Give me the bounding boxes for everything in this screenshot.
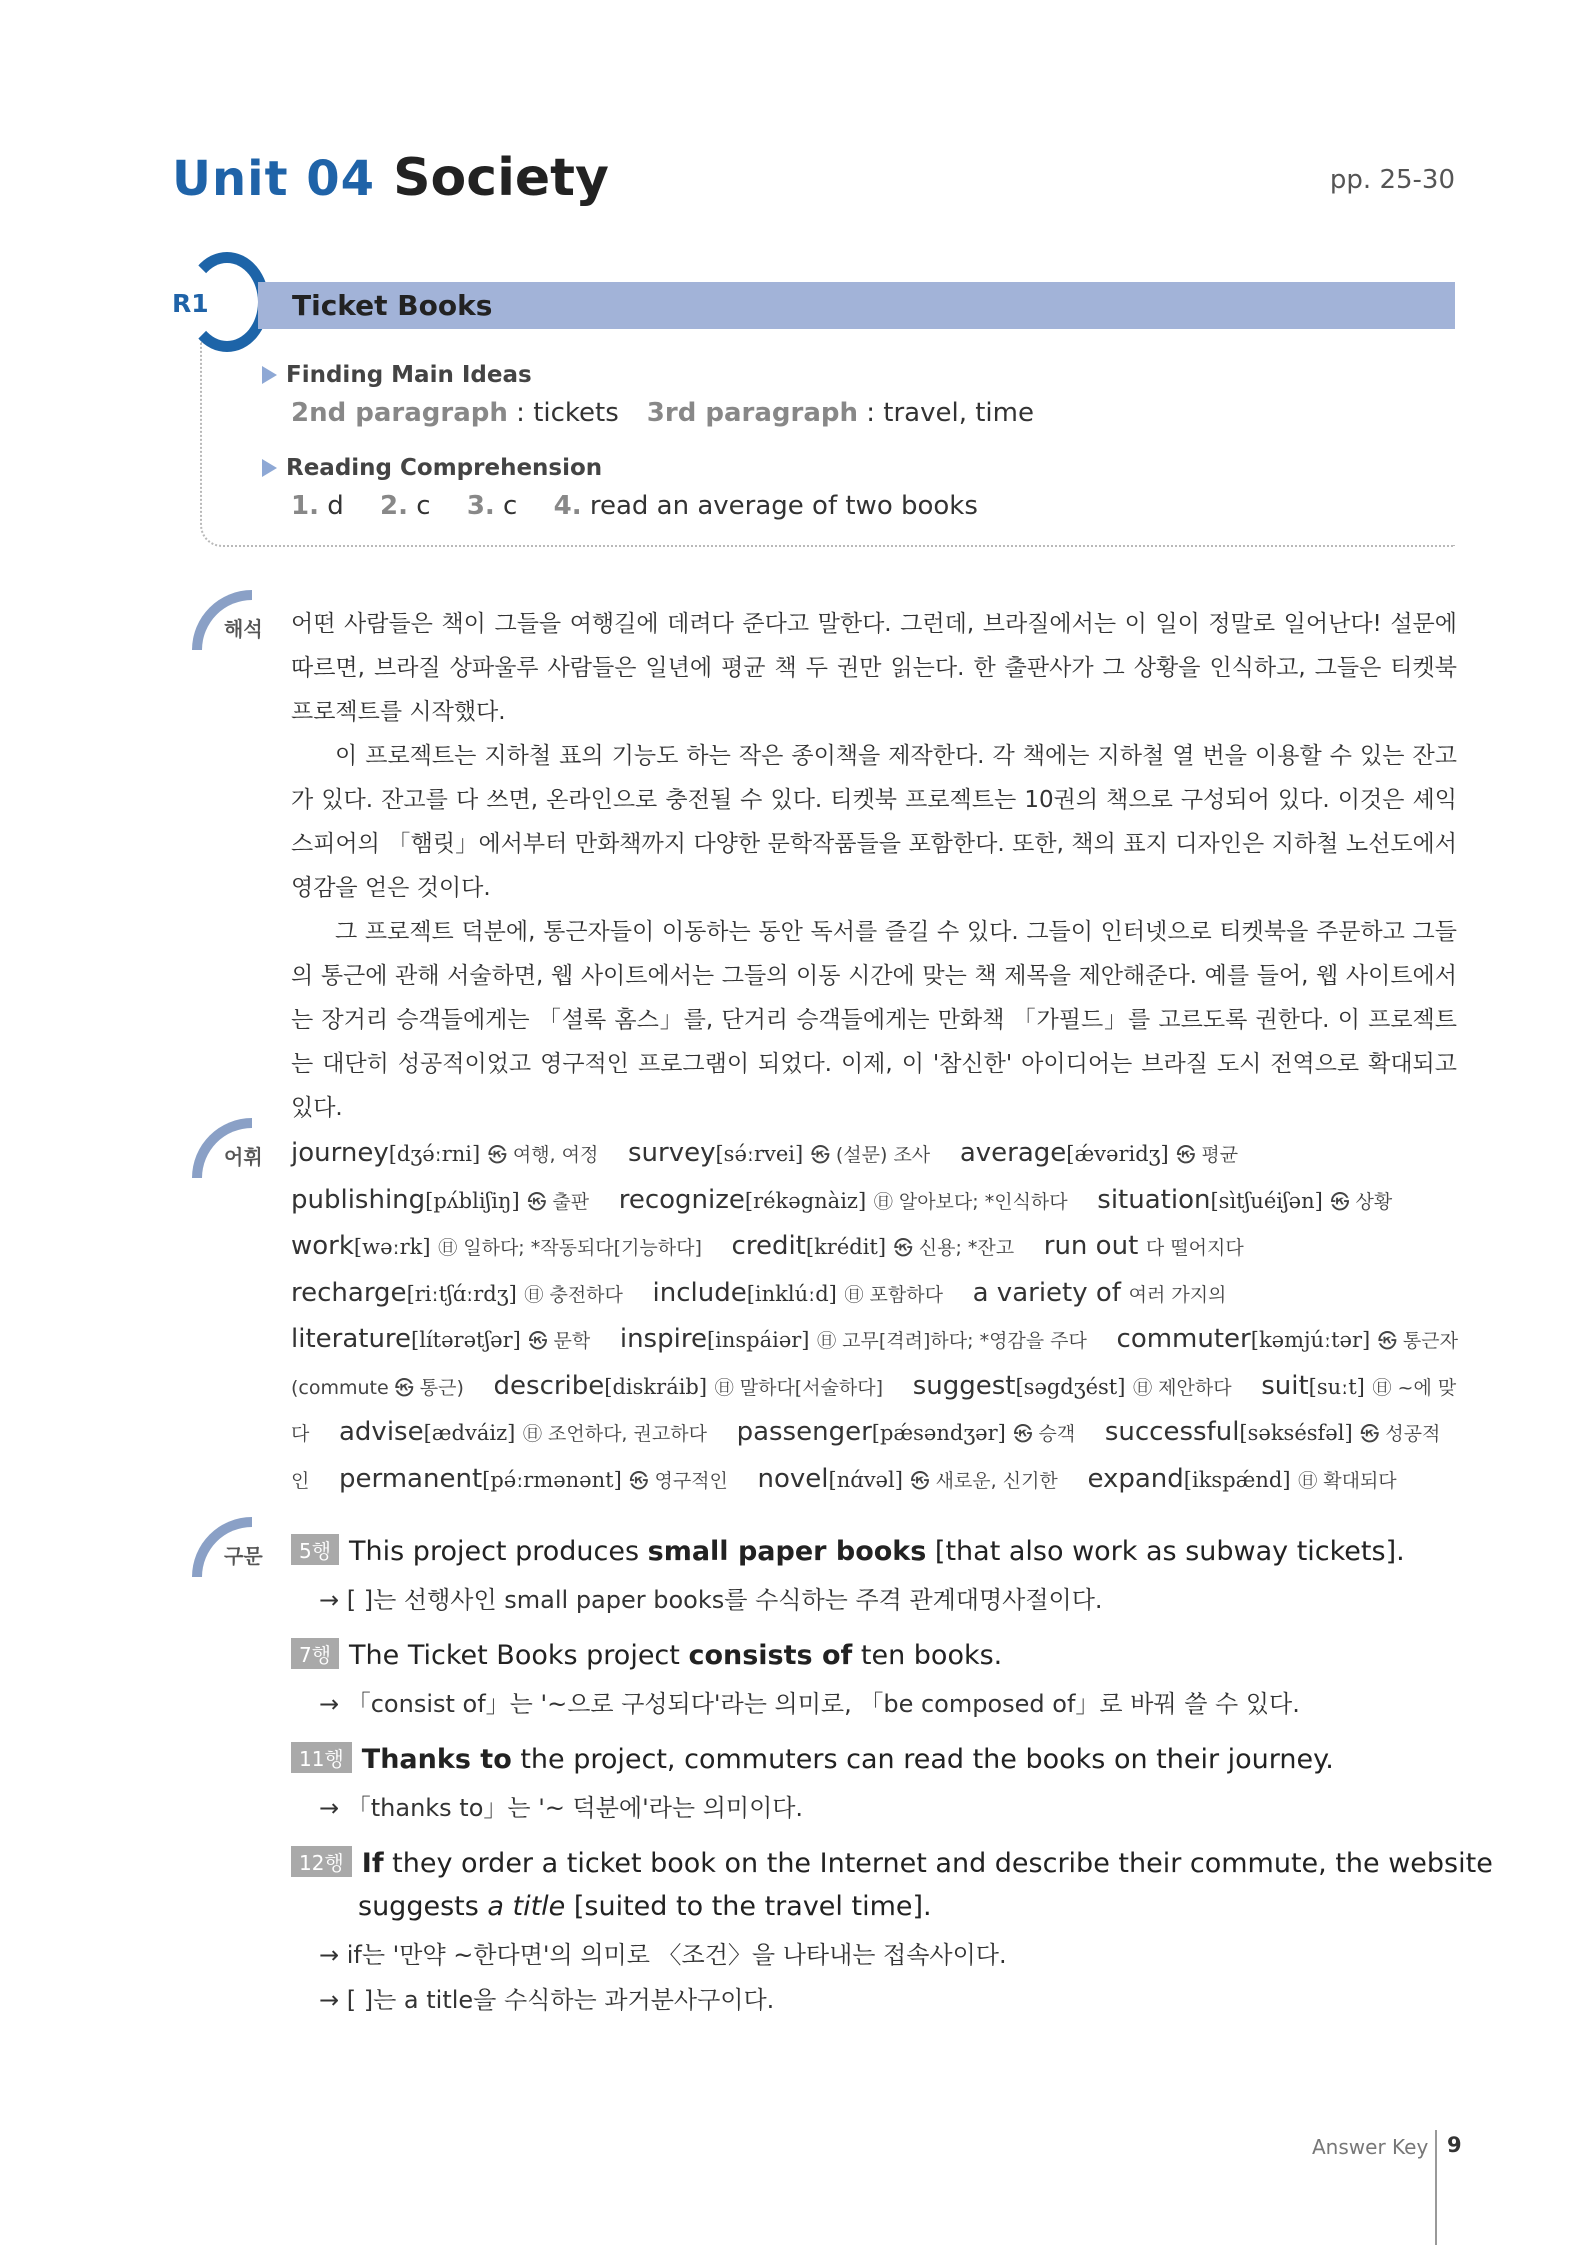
vocab-item: run out 다 떨어지다 [1043, 1231, 1244, 1261]
unit-name: Society [393, 148, 609, 208]
vocab-item: credit[krédit] ㉿ 신용; *잔고 [731, 1231, 1015, 1261]
main-ideas-heading [262, 362, 532, 388]
grammar-list [291, 1534, 1493, 2034]
answer-value: d [327, 491, 344, 521]
vocabulary-list [291, 1131, 1461, 1503]
translation-label: 해석 [224, 617, 263, 641]
grammar-note: → 「consist of」는 '~으로 구성되다'라는 의미로, 「be composed of」로 바꿔 쓸 수 있다. [319, 1690, 1300, 1718]
vocab-item: a variety of 여러 가지의 [972, 1277, 1227, 1308]
vocabulary-label: 어휘 [224, 1145, 263, 1169]
vocab-item: situation[sìtʃuéiʃən] ㉿ 상황 [1097, 1184, 1393, 1215]
vocab-item: advise[ædváiz] ㊐ 조언하다, 권고하다 [339, 1417, 707, 1447]
vocab-item: novel[nɑ́vəl] ㉿ 새로운, 신기한 [757, 1463, 1058, 1494]
vocab-item: describe[diskráib] ㊐ 말하다[서술하다] [493, 1370, 884, 1401]
main-ideas-heading-text: Finding Main Ideas [286, 362, 532, 388]
grammar-note: → [ ]는 a title을 수식하는 과거분사구이다. [319, 1986, 775, 2014]
grammar-sentence-continued: suggests a title [suited to the travel time]. [358, 1891, 932, 1922]
vocab-item: expand[ikspǽnd] ㊐ 확대되다 [1087, 1463, 1397, 1494]
line-tag: 11행 [291, 1742, 352, 1773]
main-ideas-answers [291, 398, 1034, 428]
vocab-item: literature[lítərətʃər] ㉿ 문학 [291, 1324, 591, 1354]
vocab-item: average[ǽvəridʒ] ㉿ 평균 [959, 1138, 1239, 1168]
vocab-item: successful[səksésfəl] ㉿ 성공적인 [291, 1417, 1441, 1492]
grammar-note: → 「thanks to」는 '~ 덕분에'라는 의미이다. [319, 1794, 804, 1822]
page-range: pp. 25-30 [1329, 165, 1455, 195]
vocab-item: inspire[inspáiər] ㊐ 고무[격려]하다; *영감을 주다 [619, 1324, 1087, 1354]
p3-value: travel, time [883, 398, 1034, 428]
unit-title [172, 148, 609, 208]
p2-value: tickets [533, 398, 619, 428]
answer-value: c [416, 491, 431, 521]
answer-number: 1. [291, 491, 319, 521]
comprehension-heading-text: Reading Comprehension [286, 455, 603, 481]
p3-separator: : [857, 398, 884, 428]
grammar-sentence: 5행 This project produces small paper books [that also work as subway tickets]. [291, 1534, 1405, 1567]
grammar-sentence: 12행 If they order a ticket book on the Internet and describe their commute, the website [291, 1846, 1493, 1879]
triangle-bullet-icon [262, 459, 277, 477]
translation-paragraph: 그 프로젝트 덕분에, 통근자들이 이동하는 동안 독서를 즐길 수 있다. 그들이 인터넷으로 티켓북을 주문하고 그들의 통근에 관해 서술하면, 웹 사이트에서는 그들의 이동 시간에 맞는 책 제목을 제안해준다. 예를 들어, 웹 사이트에서는 장거리 승객들에게는 「셜록 홈스」를, 단거리 승객들에게는 만화책 「가필드」를 고르도록 권한다. 이 프로젝트는 대단히 성공적이었고 영구적인 프로그램이 되었다. 이제, 이 '참신한' 아이디어는 브라질 도시 전역으로 확대되고 있다. [291, 919, 1457, 1121]
answer-number: 4. [553, 491, 582, 521]
vocab-item: recognize[rékəgnàiz] ㊐ 알아보다; *인식하다 [618, 1184, 1068, 1215]
translation-paragraph: 어떤 사람들은 책이 그들을 여행길에 데려다 준다고 말한다. 그런데, 브라질에서는 이 일이 정말로 일어난다! 설문에 따르면, 브라질 상파울루 사람들은 일년에 평균 책 두 권만 읽는다. 한 출판사가 그 상황을 인식하고, 그들은 티켓북 프로젝트를 시작했다. [291, 611, 1457, 725]
unit-number: Unit 04 [172, 151, 376, 207]
vocab-item: publishing[pʌ́bliʃiŋ] ㉿ 출판 [291, 1184, 590, 1215]
translation-text [291, 602, 1457, 1130]
vocab-item: permanent[pə́ːrmənənt] ㉿ 영구적인 [339, 1463, 728, 1494]
vocab-item: suggest[səgdʒést] ㊐ 제안하다 [912, 1370, 1232, 1401]
comprehension-answers [291, 491, 978, 521]
grammar-sentence: 11행 Thanks to the project, commuters can read the books on their journey. [291, 1742, 1334, 1775]
p3-label: 3rd paragraph [646, 398, 858, 428]
comprehension-heading [262, 455, 602, 481]
section-title: Ticket Books [292, 289, 493, 322]
grammar-sentence: 7행 The Ticket Books project consists of ten books. [291, 1638, 1002, 1671]
line-tag: 12행 [291, 1846, 352, 1877]
footer-divider [1435, 2130, 1437, 2245]
triangle-bullet-icon [262, 366, 277, 384]
vocab-item: include[inklúːd] ㊐ 포함하다 [652, 1277, 943, 1308]
answer-value: c [503, 491, 518, 521]
vocab-item: passenger[pǽsəndʒər] ㉿ 승객 [736, 1417, 1076, 1447]
p2-separator: : [507, 398, 534, 428]
grammar-label: 구문 [224, 1544, 263, 1568]
vocab-item: survey[sə́ːrvei] ㉿ (설문) 조사 [628, 1138, 931, 1168]
vocab-item: journey[dʒə́ːrni] ㉿ 여행, 여정 [291, 1138, 599, 1168]
answer-value: read an average of two books [589, 491, 978, 521]
section-number: R1 [172, 289, 209, 318]
grammar-note: → if는 '만약 ~한다면'의 의미로 〈조건〉을 나타내는 접속사이다. [319, 1941, 1007, 1969]
page-number: 9 [1447, 2133, 1462, 2157]
line-tag: 7행 [291, 1638, 339, 1669]
footer-text: Answer Key [1312, 2135, 1429, 2159]
answer-number: 3. [466, 491, 495, 521]
vocab-item: suit[suːt] ㊐ ~에 맞다 [291, 1370, 1457, 1445]
line-tag: 5행 [291, 1534, 339, 1565]
vocab-item: work[wəːrk] ㊐ 일하다; *작동되다[기능하다] [291, 1231, 702, 1261]
p2-label: 2nd paragraph [291, 398, 508, 428]
vocab-item: recharge[riːtʃɑ́ːrdʒ] ㊐ 충전하다 [291, 1277, 623, 1308]
vocab-item: commuter[kəmjúːtər] ㉿ 통근자 (commute ㉿ 통근) [291, 1324, 1458, 1399]
translation-paragraph: 이 프로젝트는 지하철 표의 기능도 하는 작은 종이책을 제작한다. 각 책에는 지하철 열 번을 이용할 수 있는 잔고가 있다. 잔고를 다 쓰면, 온라인으로 충전될 수 있다. 티켓북 프로젝트는 10권의 책으로 구성되어 있다. 이것은 셰익스피어의 「햄릿」에서부터 만화책까지 다양한 문학작품들을 포함한다. 또한, 책의 표지 디자인은 지하철 노선도에서 영감을 얻은 것이다. [291, 743, 1457, 901]
grammar-note: → [ ]는 선행사인 small paper books를 수식하는 주격 관계대명사절이다. [319, 1586, 1103, 1614]
answer-number: 2. [380, 491, 408, 521]
